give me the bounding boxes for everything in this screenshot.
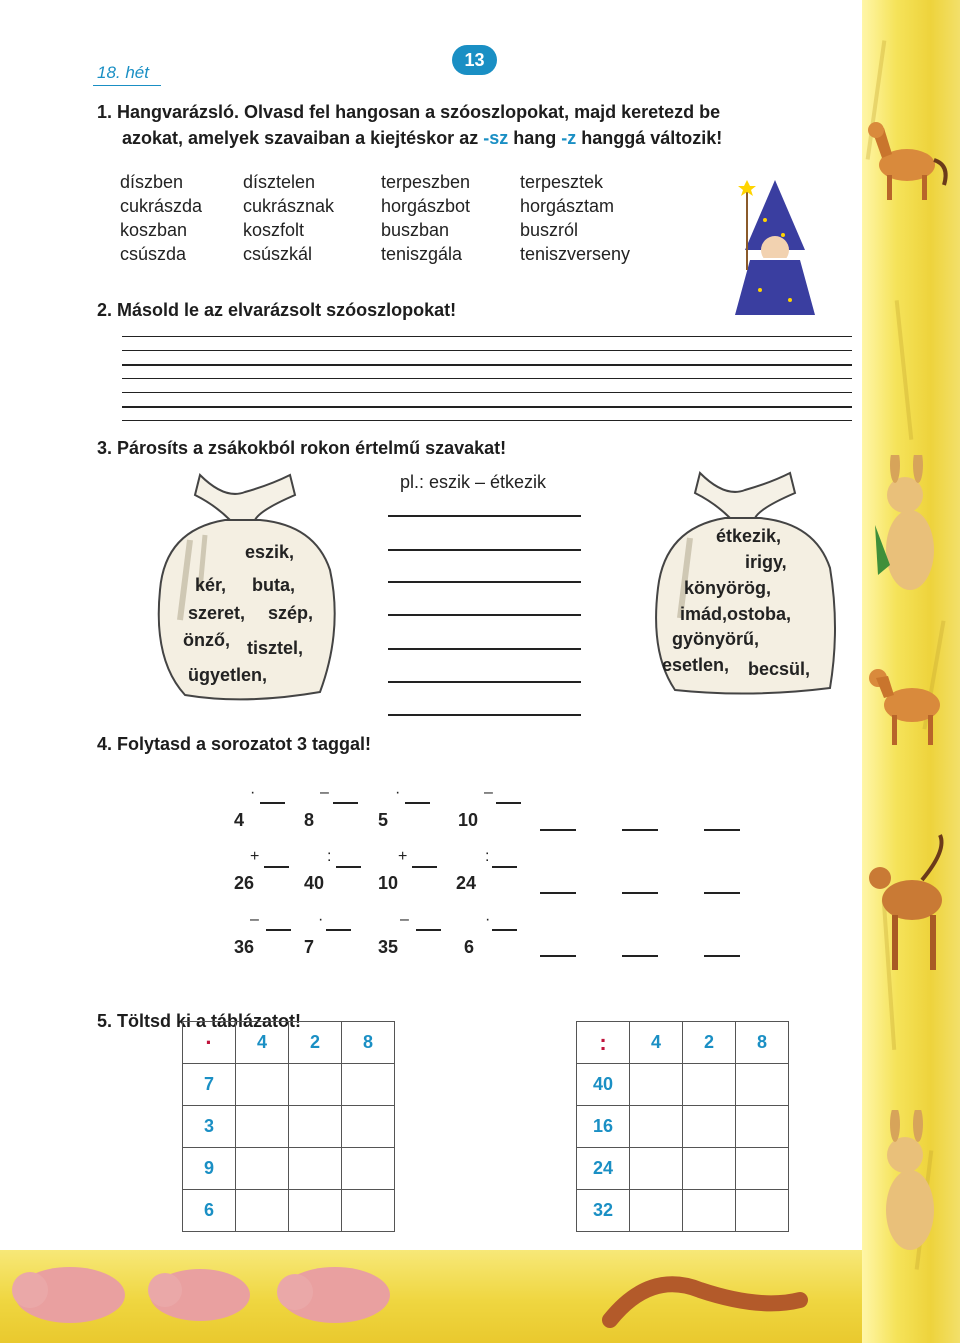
writing-line-base[interactable] [122,364,852,366]
operand-blank[interactable] [412,866,437,868]
operand-blank[interactable] [266,929,291,931]
table-answer-cell[interactable] [289,1106,342,1148]
writing-line-base[interactable] [122,406,852,408]
table-answer-cell[interactable] [236,1064,289,1106]
table-answer-cell[interactable] [630,1190,683,1232]
word-cell: dísztelen [243,172,316,192]
operand-blank[interactable] [492,866,517,868]
pairing-answer-line[interactable] [388,515,581,517]
operand-blank[interactable] [416,929,441,931]
word-cell: koszfolt [243,220,305,240]
word-cell: terpesztek [520,172,604,192]
left-bag-word: tisztel, [247,638,304,658]
sequence-number: 35 [378,937,399,957]
table-row-header: 6 [183,1190,236,1232]
table-operator: · [183,1022,236,1064]
task1-text-b: hang [508,128,562,148]
answer-blank[interactable] [540,892,576,894]
writing-line-guide [122,392,852,393]
writing-line-guide [122,420,852,421]
answer-blank[interactable] [622,955,658,957]
table-answer-cell[interactable] [630,1148,683,1190]
horse-illustration [862,110,960,210]
answer-blank[interactable] [704,829,740,831]
table-answer-cell[interactable] [236,1106,289,1148]
table-answer-cell[interactable] [683,1148,736,1190]
word-column-3 [381,172,470,268]
word-cell: cukrászda [120,196,203,216]
right-bag-word: könyörög, [684,578,772,598]
table-header-cell: 4 [236,1022,289,1064]
left-bag-word: szép, [268,603,314,623]
left-bag-word: kér, [195,575,227,595]
table-answer-cell[interactable] [236,1190,289,1232]
pairing-answer-line[interactable] [388,549,581,551]
table-answer-cell[interactable] [630,1106,683,1148]
week-underline [93,85,161,86]
horse-illustration-middle [862,650,960,760]
table-answer-cell[interactable] [342,1148,395,1190]
table-header-cell: 4 [630,1022,683,1064]
task1-instruction-line1: 1. Hangvarázsló. Olvasd fel hangosan a szóoszlopokat, majd keretezd be [97,102,721,122]
pairing-answer-line[interactable] [388,648,581,650]
left-bag-word: eszik, [245,542,295,562]
word-cell: terpeszben [381,172,471,192]
word-cell: buszban [381,220,450,240]
task3-instruction: 3. Párosíts a zsákokból rokon értelmű szavakat! [97,438,507,458]
sequence-operator: – [484,784,493,801]
sequence-number: 4 [234,810,245,830]
table-row-header: 9 [183,1148,236,1190]
sequence-number: 40 [304,873,325,893]
table-answer-cell[interactable] [736,1106,789,1148]
pairing-answer-line[interactable] [388,614,581,616]
table-answer-cell[interactable] [736,1064,789,1106]
sequence-number: 8 [304,810,315,830]
pairing-answer-line[interactable] [388,681,581,683]
rabbit-illustration-top [870,455,960,605]
sequence-operator: – [320,784,329,801]
table-row-header: 16 [577,1106,630,1148]
table-answer-cell[interactable] [736,1148,789,1190]
operand-blank[interactable] [405,802,430,804]
table-answer-cell[interactable] [736,1190,789,1232]
writing-line-guide [122,378,852,379]
right-bag-word: étkezik, [716,526,782,546]
task4-instruction: 4. Folytasd a sorozatot 3 taggal! [97,734,372,754]
table-operator: : [577,1022,630,1064]
word-cell: csúszkál [243,244,313,264]
left-bag-word: önző, [183,630,230,650]
sequence-operator: + [398,848,408,865]
table-answer-cell[interactable] [630,1064,683,1106]
sequence-operator: · [318,911,324,928]
word-column-1 [120,172,202,268]
sequence-number: 26 [234,873,255,893]
sequence-operator: · [250,784,256,801]
operand-blank[interactable] [326,929,351,931]
operand-blank[interactable] [336,866,361,868]
right-bag-word: esetlen, [662,655,730,675]
right-bag-word: imád,ostoba, [680,604,792,624]
table-answer-cell[interactable] [289,1148,342,1190]
operand-blank[interactable] [260,802,285,804]
left-bag-word: ügyetlen, [188,665,268,685]
right-bag-word: becsül, [748,659,811,679]
sequence-operator: · [485,911,491,928]
task3-example: pl.: eszik – étkezik [400,472,547,492]
sequence-operator: + [250,848,260,865]
week-label: 18. hét [97,63,149,82]
left-bag-word: szeret, [188,603,246,623]
sequence-number: 10 [458,810,479,830]
table-header-cell: 8 [342,1022,395,1064]
division-table [576,1021,789,1232]
table-answer-cell[interactable] [236,1148,289,1190]
task1-z-highlight: -z [561,128,577,148]
task1-sz-highlight: -sz [483,128,509,148]
answer-blank[interactable] [540,829,576,831]
rabbit-illustration-bottom [870,1110,960,1260]
sequence-operator: : [485,848,490,865]
right-bag-word: irigy, [745,552,787,572]
wizard-illustration [725,180,825,318]
table-answer-cell[interactable] [342,1064,395,1106]
table-header-cell: 2 [289,1022,342,1064]
word-cell: buszról [520,220,579,240]
pairing-answer-line[interactable] [388,581,581,583]
word-cell: díszben [120,172,184,192]
table-answer-cell[interactable] [289,1190,342,1232]
answer-blank[interactable] [704,892,740,894]
word-cell: csúszda [120,244,187,264]
table-answer-cell[interactable] [683,1190,736,1232]
horse-illustration-lower [862,830,960,990]
task5-instruction: 5. Töltsd ki a táblázatot! [97,1011,302,1031]
table-answer-cell[interactable] [289,1064,342,1106]
task1-text-c: hanggá változik! [576,128,723,148]
pairing-answer-line[interactable] [388,714,581,716]
operand-blank[interactable] [492,929,517,931]
operand-blank[interactable] [264,866,289,868]
word-column-4 [520,172,630,268]
table-header-cell: 2 [683,1022,736,1064]
writing-line-guide [122,350,852,351]
sequence-number: 10 [378,873,399,893]
table-answer-cell[interactable] [683,1064,736,1106]
word-cell: koszban [120,220,188,240]
operand-blank[interactable] [496,802,521,804]
word-column-2 [243,172,334,268]
sequence-operator: – [250,911,259,928]
sequence-operator: · [395,784,401,801]
table-row-header: 3 [183,1106,236,1148]
right-bag-word: gyönyörű, [672,629,760,649]
word-cell: teniszverseny [520,244,631,264]
sequence-number: 6 [464,937,475,957]
answer-blank[interactable] [704,955,740,957]
table-header-cell: 8 [736,1022,789,1064]
table-answer-cell[interactable] [683,1106,736,1148]
table-row-header: 24 [577,1148,630,1190]
answer-blank[interactable] [622,829,658,831]
answer-blank[interactable] [540,955,576,957]
answer-blank[interactable] [622,892,658,894]
table-row-header: 7 [183,1064,236,1106]
word-cell: cukrásznak [243,196,335,216]
sequence-number: 36 [234,937,255,957]
multiplication-table [182,1021,395,1232]
table-answer-cell[interactable] [342,1106,395,1148]
operand-blank[interactable] [333,802,358,804]
pigs-and-animal-illustration [0,1250,862,1343]
sequence-number: 5 [378,810,389,830]
left-bag-word: buta, [252,575,295,595]
sequence-operator: – [400,911,409,928]
sequence-number: 7 [304,937,315,957]
word-cell: horgászbot [381,196,471,216]
sequence-operator: : [327,848,332,865]
word-cell: teniszgála [381,244,463,264]
table-row-header: 40 [577,1064,630,1106]
word-cell: horgásztam [520,196,615,216]
task1-instruction-line2 [122,128,722,149]
sequence-number: 24 [456,873,477,893]
table-row-header: 32 [577,1190,630,1232]
writing-line-guide [122,336,852,337]
task1-text-a: azokat, amelyek szavaiban a kiejtéskor az [122,128,484,148]
task2-instruction: 2. Másold le az elvarázsolt szóoszlopokat! [97,300,457,320]
table-answer-cell[interactable] [342,1190,395,1232]
page-number-badge: 13 [452,45,497,75]
